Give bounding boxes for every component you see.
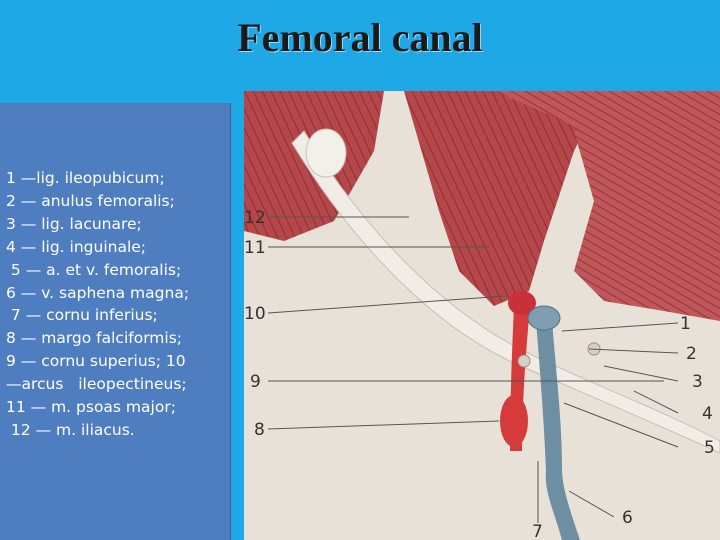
legend-line: 11 — m. psoas major;	[6, 398, 176, 417]
iliac-spine	[306, 129, 346, 177]
label-6: 6	[622, 508, 633, 528]
label-8: 8	[254, 420, 265, 440]
slide-title: Femoral canal	[237, 15, 483, 60]
legend-line: 1 —lig. ileopubicum;	[6, 169, 165, 187]
legend-line: 5 — a. et v. femoralis;	[6, 260, 182, 279]
label-10: 10	[244, 304, 266, 324]
label-11: 11	[244, 238, 266, 258]
label-9: 9	[250, 372, 261, 392]
legend-text	[6, 167, 228, 442]
legend-line: —arcus ileopectineus;	[6, 375, 187, 394]
legend-line: 7 — cornu inferius;	[6, 306, 158, 325]
legend-line: 4 — lig. inguinale;	[6, 237, 147, 256]
legend-line: 6 — v. saphena magna;	[6, 283, 190, 302]
legend-line: 12 — m. iliacus.	[6, 420, 135, 439]
label-2: 2	[686, 344, 697, 364]
vein-cross-section	[528, 306, 560, 330]
artery-lower	[500, 395, 528, 447]
label-5: 5	[704, 438, 715, 458]
label-12: 12	[244, 208, 266, 228]
label-7: 7	[532, 522, 543, 540]
label-3: 3	[692, 372, 703, 392]
anatomy-drawing	[244, 91, 720, 540]
legend-line: 2 — anulus femoralis;	[6, 191, 175, 210]
legend-line: 9 — cornu superius; 10	[6, 352, 186, 371]
label-4: 4	[702, 404, 713, 424]
legend-line: 8 — margo falciformis;	[6, 329, 182, 348]
anatomy-illustration	[244, 91, 720, 540]
legend-line: 3 — lig. lacunare;	[6, 214, 142, 233]
label-1: 1	[680, 314, 691, 334]
